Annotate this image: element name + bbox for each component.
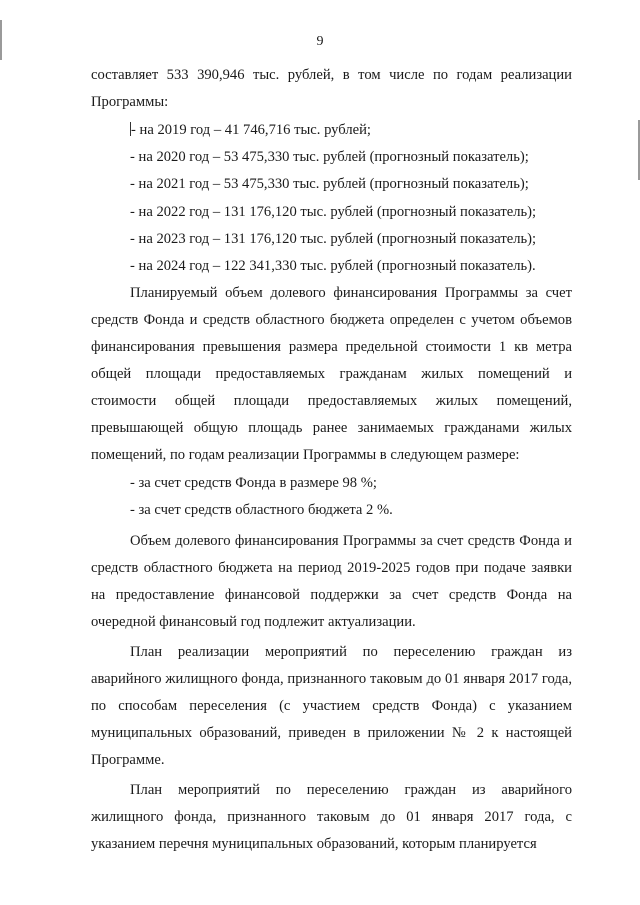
paragraph-relocation-plan: План реализации мероприятий по переселению граждан из аварийного жилищного фонда, признанного таковым до 01 января 2017 года, по способам переселения (с участием средств Фонда) с указанием муниципальных образований, приведен в приложении № 2 к настоящей Программе.	[91, 643, 572, 768]
document-body	[91, 62, 572, 858]
page-number: 9	[316, 34, 324, 49]
share-list	[91, 470, 572, 524]
list-item-2023: - на 2023 год – 131 176,120 тыс. рублей (прогнозный показатель);	[130, 230, 537, 247]
list-item-regional-share: - за счет средств областного бюджета 2 %.	[130, 502, 393, 519]
paragraph-relocation-list: План мероприятий по переселению граждан из аварийного жилищного фонда, признанного таковым до 01 января 2017 года, с указанием перечня муниципальных образований, которым планируется	[91, 781, 572, 852]
paragraph-planned-share: Планируемый объем долевого финансирования Программы за счет средств Фонда и средств областного бюджета определен с учетом объемов финансирования превышения размера предельной стоимости 1 кв метра общей площади предоставляемых гражданам жилых помещений и стоимости общей площади предоставляемых жилых помещений, превышающей общую площадь ранее занимаемых гражданами жилых помещений, по годам реализации Программы в следующем размере:	[91, 285, 572, 464]
paragraph-funding-total: составляет 533 390,946 тыс. рублей, в том числе по годам реализации Программы:	[91, 67, 572, 110]
list-item-fund-share: - за счет средств Фонда в размере 98 %;	[130, 475, 377, 492]
list-item-2019: - на 2019 год – 41 746,716 тыс. рублей;	[131, 122, 371, 138]
list-item-2024: - на 2024 год – 122 341,330 тыс. рублей (прогнозный показатель).	[130, 258, 536, 275]
paragraph-actualization: Объем долевого финансирования Программы за счет средств Фонда и средств областного бюджета на период 2019-2025 годов при подаче заявки на предоставление финансовой поддержки за счет средств Фонда на очередной финансовый год подлежит актуализации.	[91, 532, 572, 630]
years-list	[91, 117, 572, 280]
list-item-2022: - на 2022 год – 131 176,120 тыс. рублей (прогнозный показатель);	[130, 203, 537, 220]
list-item-2021: - на 2021 год – 53 475,330 тыс. рублей (прогнозный показатель);	[130, 176, 529, 193]
list-item-2020: - на 2020 год – 53 475,330 тыс. рублей (прогнозный показатель);	[130, 149, 529, 166]
